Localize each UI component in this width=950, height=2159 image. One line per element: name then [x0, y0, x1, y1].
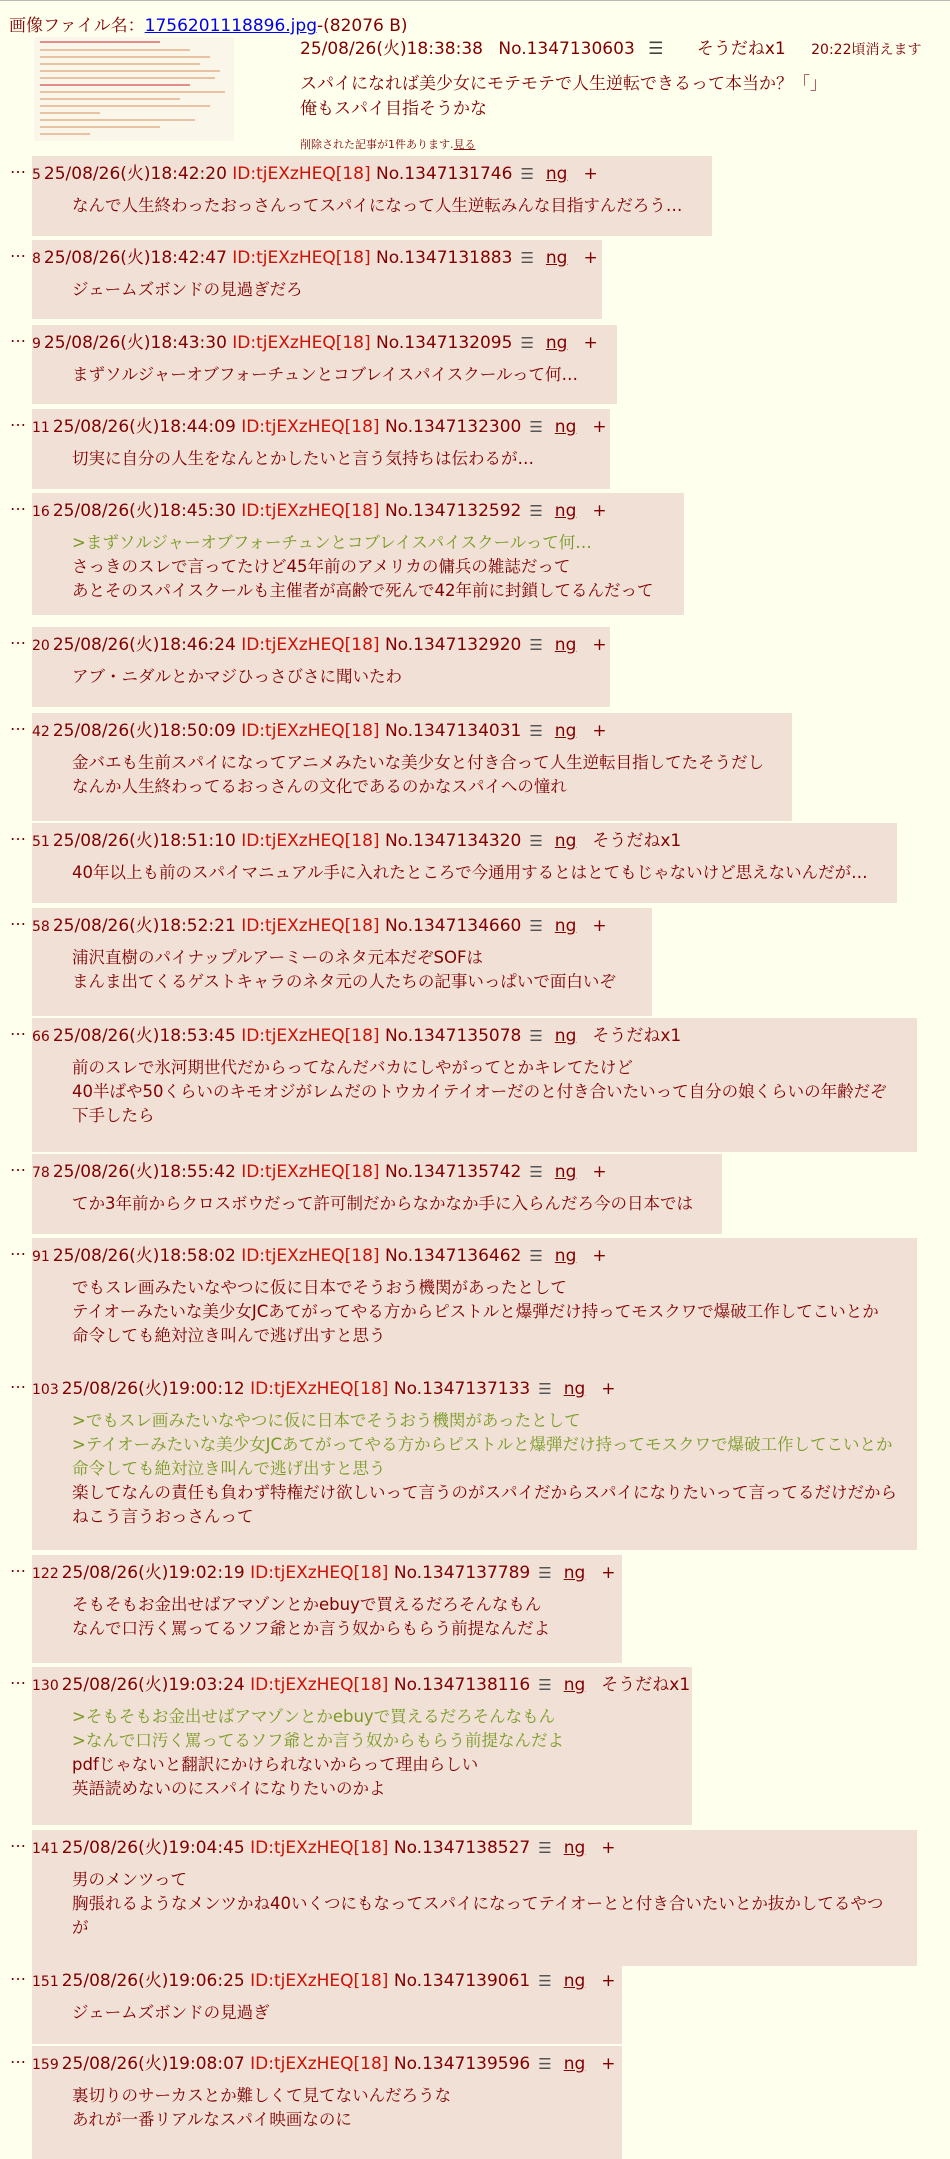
ng-button[interactable]: ng [545, 164, 568, 184]
reply-post [32, 325, 617, 404]
reply-post [32, 1555, 622, 1663]
list-icon[interactable]: ☰ [648, 39, 664, 59]
reply-date: 25/08/26(火)18:51:10 [52, 831, 236, 851]
reply-index: 78 [32, 1165, 50, 1181]
reply-index: 103 [32, 1382, 59, 1398]
reply-post [32, 1018, 917, 1152]
reply-index: 8 [32, 251, 41, 267]
op-line: 俺もスパイ目指そうかな [300, 99, 487, 119]
reply-date: 25/08/26(火)18:50:09 [52, 721, 236, 741]
reply-id[interactable]: ID:tjEXzHEQ[18] [232, 333, 371, 353]
body-line: まんま出てくるゲストキャラのネタ元の人たちの記事いっぱいで面白いぞ [72, 972, 616, 991]
reply-header [32, 159, 598, 184]
reply-number[interactable]: No.1347134031 [384, 721, 522, 741]
reply-header [32, 1966, 616, 1991]
reply-date: 25/08/26(火)18:42:47 [43, 248, 227, 268]
quote-line: >まずソルジャーオブフォーチュンとコブレイスパイスクールって何… [72, 533, 592, 552]
reply-number[interactable]: No.1347131746 [376, 164, 513, 184]
body-line: 胸張れるようなメンツかね40いくつにもなってスパイになってテイオーとと付き合いたいとか抜かしてるやつ [72, 1894, 884, 1913]
body-line: でもスレ画みたいなやつに仮に日本でそうおう機関があったとして [72, 1278, 567, 1297]
reply-index: 58 [32, 919, 50, 935]
reply-post [32, 1154, 722, 1234]
reply-header [32, 412, 607, 437]
body-line: ジェームズボンドの見過ぎだろ [72, 280, 303, 299]
reply-header [32, 1021, 681, 1046]
op-number[interactable]: No.1347130603 [498, 39, 635, 59]
ng-button[interactable]: ng [563, 2054, 586, 2074]
ng-button[interactable]: ng [545, 248, 568, 268]
reply-number[interactable]: No.1347132592 [384, 501, 522, 521]
reply-id[interactable]: ID:tjEXzHEQ[18] [241, 501, 380, 521]
file-size: -(82076 B) [317, 16, 408, 36]
op-line: スパイになれば美少女にモテモテで人生逆転できるって本当か？「」 [300, 74, 827, 94]
ellipsis-icon[interactable]: … [10, 411, 26, 430]
list-icon[interactable]: ☰ [520, 165, 534, 183]
ng-button[interactable]: ng [554, 831, 577, 851]
reply-index: 42 [32, 724, 50, 740]
reply-index: 122 [32, 1566, 59, 1582]
file-label: 画像ファイル名： [9, 16, 145, 36]
op-sodane[interactable]: そうだねx1 [696, 39, 786, 59]
reply-post [32, 409, 610, 489]
reply-index: 130 [32, 1678, 59, 1694]
reply-index: 5 [32, 167, 41, 183]
list-icon[interactable]: ☰ [529, 722, 543, 740]
reply-body [72, 363, 578, 387]
reply-body [72, 278, 303, 302]
ng-button[interactable]: ng [563, 1379, 586, 1399]
ellipsis-icon[interactable]: … [10, 825, 26, 844]
reply-post [32, 713, 792, 821]
body-line: なんか人生終わってるおっさんの文化であるのかなスパイへの憧れ [72, 777, 567, 796]
reply-body [72, 1276, 879, 1348]
ng-button[interactable]: ng [554, 1162, 577, 1182]
quote-line: >でもスレ画みたいなやつに仮に日本でそうおう機関があったとして [72, 1411, 581, 1430]
reply-header [32, 328, 598, 353]
reply-date: 25/08/26(火)19:06:25 [61, 1971, 245, 1991]
reply-header [32, 630, 607, 655]
reply-id[interactable]: ID:tjEXzHEQ[18] [250, 1563, 389, 1583]
op-header [300, 34, 921, 59]
list-icon[interactable]: ☰ [538, 1380, 552, 1398]
reply-id[interactable]: ID:tjEXzHEQ[18] [232, 248, 371, 268]
body-line: 英語読めないのにスパイになりたいのかよ [72, 1779, 386, 1798]
sodane-button[interactable]: + [592, 501, 607, 521]
ellipsis-icon[interactable]: … [10, 1373, 26, 1392]
reply-post [32, 627, 610, 707]
reply-body [72, 946, 616, 994]
reply-id[interactable]: ID:tjEXzHEQ[18] [241, 831, 380, 851]
reply-date: 25/08/26(火)19:02:19 [61, 1563, 245, 1583]
body-line: ねこう言うおっさんって [72, 1507, 254, 1526]
reply-date: 25/08/26(火)19:00:12 [61, 1379, 245, 1399]
list-icon[interactable]: ☰ [538, 1972, 552, 1990]
reply-header [32, 1670, 690, 1695]
file-link[interactable]: 1756201118896.jpg [144, 16, 317, 36]
sodane-button[interactable]: そうだねx1 [601, 1675, 691, 1695]
reply-body [72, 531, 654, 603]
ng-button[interactable]: ng [554, 1246, 577, 1266]
reply-date: 25/08/26(火)19:03:24 [61, 1675, 245, 1695]
file-info [9, 11, 408, 36]
reply-id[interactable]: ID:tjEXzHEQ[18] [250, 1675, 389, 1695]
reply-date: 25/08/26(火)19:04:45 [61, 1838, 245, 1858]
list-icon[interactable]: ☰ [538, 1839, 552, 1857]
list-icon[interactable]: ☰ [529, 832, 543, 850]
sodane-button[interactable]: そうだねx1 [592, 1026, 682, 1046]
body-line: 裏切りのサーカスとか難しくて見てないんだろうな [72, 2086, 452, 2105]
reply-header [32, 716, 607, 741]
reply-body [72, 751, 764, 799]
ellipsis-icon[interactable]: … [10, 495, 26, 514]
reply-body [72, 1409, 897, 1529]
quote-line: >なんで口汚く罵ってるソフ爺とか言う奴からもらう前提なんだよ [72, 1731, 564, 1750]
ellipsis-icon[interactable]: … [10, 1557, 26, 1576]
op-expire: 20:22頃消えます [811, 42, 922, 58]
reply-body [72, 1056, 887, 1128]
reply-header [32, 826, 681, 851]
ellipsis-icon[interactable]: … [10, 1669, 26, 1688]
reply-id[interactable]: ID:tjEXzHEQ[18] [250, 2054, 389, 2074]
sodane-button[interactable]: + [601, 1563, 616, 1583]
top-divider [0, 0, 950, 1]
body-line: 切実に自分の人生をなんとかしたいと言う気持ちは伝わるが… [72, 449, 534, 468]
reply-body [72, 2084, 451, 2132]
reply-date: 25/08/26(火)18:55:42 [52, 1162, 236, 1182]
reply-post [32, 240, 602, 319]
list-icon[interactable]: ☰ [529, 502, 543, 520]
reply-body [72, 447, 534, 471]
reply-number[interactable]: No.1347132300 [384, 417, 522, 437]
ellipsis-icon[interactable]: … [10, 910, 26, 929]
body-line: なんで口汚く罵ってるソフ爺とか言う奴からもらう前提なんだよ [72, 1619, 551, 1638]
deleted-note-text: 削除された記事が1件あります. [300, 138, 454, 151]
ellipsis-icon[interactable]: … [10, 1240, 26, 1259]
reply-index: 16 [32, 504, 50, 520]
reply-body [72, 1593, 550, 1641]
reply-id[interactable]: ID:tjEXzHEQ[18] [250, 1838, 389, 1858]
body-line: 前のスレで氷河期世代だからってなんだバカにしやがってとかキレてたけど [72, 1058, 633, 1077]
ellipsis-icon[interactable]: … [10, 1020, 26, 1039]
reply-index: 9 [32, 336, 41, 352]
reply-index: 66 [32, 1029, 50, 1045]
body-line: 楽してなんの責任も負わず特権だけ欲しいって言うのがスパイだからスパイになりたいって言ってるだけだから [72, 1483, 897, 1502]
reply-id[interactable]: ID:tjEXzHEQ[18] [241, 916, 380, 936]
reply-number[interactable]: No.1347132920 [384, 635, 522, 655]
reply-date: 25/08/26(火)18:43:30 [43, 333, 227, 353]
ellipsis-icon[interactable]: … [10, 629, 26, 648]
body-line: が [72, 1918, 89, 1937]
reply-date: 25/08/26(火)18:42:20 [43, 164, 227, 184]
body-line: 40半ばや50くらいのキモオジがレムだのトウカイテイオーだのと付き合いたいって自分の娘くらいの年齢だぞ [72, 1082, 887, 1101]
reply-index: 91 [32, 1249, 50, 1265]
sodane-button[interactable]: そうだねx1 [592, 831, 682, 851]
reply-post [32, 1371, 917, 1550]
ng-button[interactable]: ng [554, 916, 577, 936]
ng-button[interactable]: ng [545, 333, 568, 353]
reply-id[interactable]: ID:tjEXzHEQ[18] [241, 1246, 380, 1266]
reply-post [32, 1830, 917, 1966]
ng-button[interactable]: ng [563, 1563, 586, 1583]
sodane-button[interactable]: + [592, 635, 607, 655]
list-icon[interactable]: ☰ [529, 1247, 543, 1265]
ng-button[interactable]: ng [563, 1838, 586, 1858]
ng-button[interactable]: ng [554, 635, 577, 655]
quote-line: >そもそもお金出せばアマゾンとかebuyで買えるだろそんなもん [72, 1707, 556, 1726]
reply-header [32, 1241, 607, 1266]
ellipsis-icon[interactable]: … [10, 158, 26, 177]
reply-index: 51 [32, 834, 50, 850]
sodane-button[interactable]: + [583, 333, 598, 353]
body-line: 40年以上も前のスパイマニュアル手に入れたところで今通用するとはとてもじゃないけど思えないんだが… [72, 863, 868, 882]
reply-id[interactable]: ID:tjEXzHEQ[18] [241, 1026, 380, 1046]
reply-index: 159 [32, 2057, 59, 2073]
reply-id[interactable]: ID:tjEXzHEQ[18] [241, 417, 380, 437]
list-icon[interactable]: ☰ [538, 2055, 552, 2073]
list-icon[interactable]: ☰ [529, 1163, 543, 1181]
reply-date: 25/08/26(火)18:44:09 [52, 417, 236, 437]
sodane-button[interactable]: + [583, 164, 598, 184]
body-line: なんで人生終わったおっさんってスパイになって人生逆転みんな目指すんだろう… [72, 196, 683, 215]
reply-post [32, 823, 897, 903]
reply-index: 11 [32, 420, 50, 436]
body-line: アブ・ニダルとかマジひっさびさに聞いたわ [72, 667, 402, 686]
reply-header [32, 1157, 607, 1182]
quote-line: 命令しても絶対泣き叫んで逃げ出すと思う [72, 1459, 386, 1478]
list-icon[interactable]: ☰ [520, 334, 534, 352]
reply-number[interactable]: No.1347139596 [393, 2054, 531, 2074]
reply-body [72, 861, 868, 885]
reply-number[interactable]: No.1347134660 [384, 916, 522, 936]
body-line: 浦沢直樹のパイナップルアーミーのネタ元本だぞSOFは [72, 948, 483, 967]
reply-number[interactable]: No.1347138527 [393, 1838, 531, 1858]
reply-body [72, 1192, 693, 1216]
reply-number[interactable]: No.1347131883 [376, 248, 513, 268]
reply-date: 25/08/26(火)18:45:30 [52, 501, 236, 521]
list-icon[interactable]: ☰ [529, 418, 543, 436]
ng-button[interactable]: ng [554, 721, 577, 741]
reply-header [32, 1558, 616, 1583]
sodane-button[interactable]: + [583, 248, 598, 268]
ellipsis-icon[interactable]: … [10, 1965, 26, 1984]
ellipsis-icon[interactable]: … [10, 715, 26, 734]
reply-number[interactable]: No.1347137789 [393, 1563, 531, 1583]
reply-header [32, 243, 598, 268]
sodane-button[interactable]: + [601, 1379, 616, 1399]
list-icon[interactable]: ☰ [520, 249, 534, 267]
reply-header [32, 1374, 616, 1399]
reply-number[interactable]: No.1347138116 [393, 1675, 531, 1695]
reply-id[interactable]: ID:tjEXzHEQ[18] [250, 1379, 389, 1399]
reply-id[interactable]: ID:tjEXzHEQ[18] [250, 1971, 389, 1991]
ellipsis-icon[interactable]: … [10, 327, 26, 346]
reply-number[interactable]: No.1347134320 [384, 831, 522, 851]
body-line: あれが一番リアルなスパイ映画なのに [72, 2110, 352, 2129]
body-line: あとそのスパイスクールも主催者が高齢で死んで42年前に封鎖してるんだって [72, 581, 654, 600]
reply-body [72, 665, 402, 689]
reply-number[interactable]: No.1347135078 [384, 1026, 522, 1046]
reply-date: 25/08/26(火)19:08:07 [61, 2054, 245, 2074]
body-line: そもそもお金出せばアマゾンとかebuyで買えるだろそんなもん [72, 1595, 542, 1614]
ellipsis-icon[interactable]: … [10, 242, 26, 261]
list-icon[interactable]: ☰ [529, 636, 543, 654]
reply-body [72, 1868, 883, 1940]
sodane-button[interactable]: + [592, 916, 607, 936]
reply-number[interactable]: No.1347132095 [376, 333, 513, 353]
reply-post [32, 908, 652, 1016]
reply-number[interactable]: No.1347135742 [384, 1162, 522, 1182]
sodane-button[interactable]: + [592, 1246, 607, 1266]
body-line: ジェームズボンドの見過ぎ [72, 2003, 270, 2022]
sodane-button[interactable]: + [592, 1162, 607, 1182]
reply-index: 20 [32, 638, 50, 654]
ng-button[interactable]: ng [563, 1971, 586, 1991]
thread-image-thumbnail[interactable] [34, 37, 234, 141]
reply-id[interactable]: ID:tjEXzHEQ[18] [241, 1162, 380, 1182]
deleted-view-link[interactable]: 見る [453, 138, 476, 151]
reply-post [32, 1963, 622, 2044]
reply-post [32, 1238, 917, 1372]
body-line: 金バエも生前スパイになってアニメみたいな美少女と付き合って人生逆転目指してたそうだし [72, 753, 765, 772]
ellipsis-icon[interactable]: … [10, 2048, 26, 2067]
sodane-button[interactable]: + [592, 721, 607, 741]
reply-number[interactable]: No.1347137133 [393, 1379, 531, 1399]
reply-header [32, 2049, 616, 2074]
list-icon[interactable]: ☰ [529, 1027, 543, 1045]
reply-header [32, 911, 607, 936]
body-line: さっきのスレで言ってたけど45年前のアメリカの傭兵の雑誌だって [72, 557, 571, 576]
ng-button[interactable]: ng [563, 1675, 586, 1695]
ellipsis-icon[interactable]: … [10, 1156, 26, 1175]
body-line: テイオーみたいな美少女JCあてがってやる方からピストルと爆弾だけ持ってモスクワで爆破工作してこいとか [72, 1302, 879, 1321]
ng-button[interactable]: ng [554, 417, 577, 437]
reply-body [72, 2001, 270, 2025]
reply-body [72, 194, 682, 218]
body-line: pdfじゃないと翻訳にかけられないからって理由らしい [72, 1755, 479, 1774]
reply-index: 151 [32, 1974, 59, 1990]
sodane-button[interactable]: + [601, 2054, 616, 2074]
list-icon[interactable]: ☰ [538, 1676, 552, 1694]
ellipsis-icon[interactable]: … [10, 1832, 26, 1851]
reply-post [32, 493, 684, 615]
reply-date: 25/08/26(火)18:46:24 [52, 635, 236, 655]
reply-id[interactable]: ID:tjEXzHEQ[18] [241, 721, 380, 741]
reply-post [32, 2046, 622, 2159]
reply-number[interactable]: No.1347139061 [393, 1971, 531, 1991]
body-line: 命令しても絶対泣き叫んで逃げ出すと思う [72, 1326, 386, 1345]
deleted-note [300, 136, 476, 152]
body-line: まずソルジャーオブフォーチュンとコブレイスパイスクールって何… [72, 365, 578, 384]
reply-header [32, 1833, 616, 1858]
op-date: 25/08/26(火)18:38:38 [300, 39, 483, 59]
reply-header [32, 496, 607, 521]
sodane-button[interactable]: + [601, 1971, 616, 1991]
reply-post [32, 156, 712, 236]
sodane-button[interactable]: + [592, 417, 607, 437]
ng-button[interactable]: ng [554, 1026, 577, 1046]
list-icon[interactable]: ☰ [529, 917, 543, 935]
reply-index: 141 [32, 1841, 59, 1857]
quote-line: >テイオーみたいな美少女JCあてがってやる方からピストルと爆弾だけ持ってモスクワで爆破工作してこいとか [72, 1435, 893, 1454]
op-body [300, 72, 827, 122]
ng-button[interactable]: ng [554, 501, 577, 521]
reply-number[interactable]: No.1347136462 [384, 1246, 522, 1266]
reply-id[interactable]: ID:tjEXzHEQ[18] [232, 164, 371, 184]
reply-post [32, 1667, 692, 1825]
reply-id[interactable]: ID:tjEXzHEQ[18] [241, 635, 380, 655]
reply-date: 25/08/26(火)18:58:02 [52, 1246, 236, 1266]
body-line: 下手したら [72, 1106, 155, 1125]
reply-date: 25/08/26(火)18:53:45 [52, 1026, 236, 1046]
body-line: てか3年前からクロスボウだって許可制だからなかなか手に入らんだろ今の日本では [72, 1194, 693, 1213]
sodane-button[interactable]: + [601, 1838, 616, 1858]
body-line: 男のメンツって [72, 1870, 188, 1889]
reply-body [72, 1705, 564, 1801]
reply-date: 25/08/26(火)18:52:21 [52, 916, 236, 936]
list-icon[interactable]: ☰ [538, 1564, 552, 1582]
